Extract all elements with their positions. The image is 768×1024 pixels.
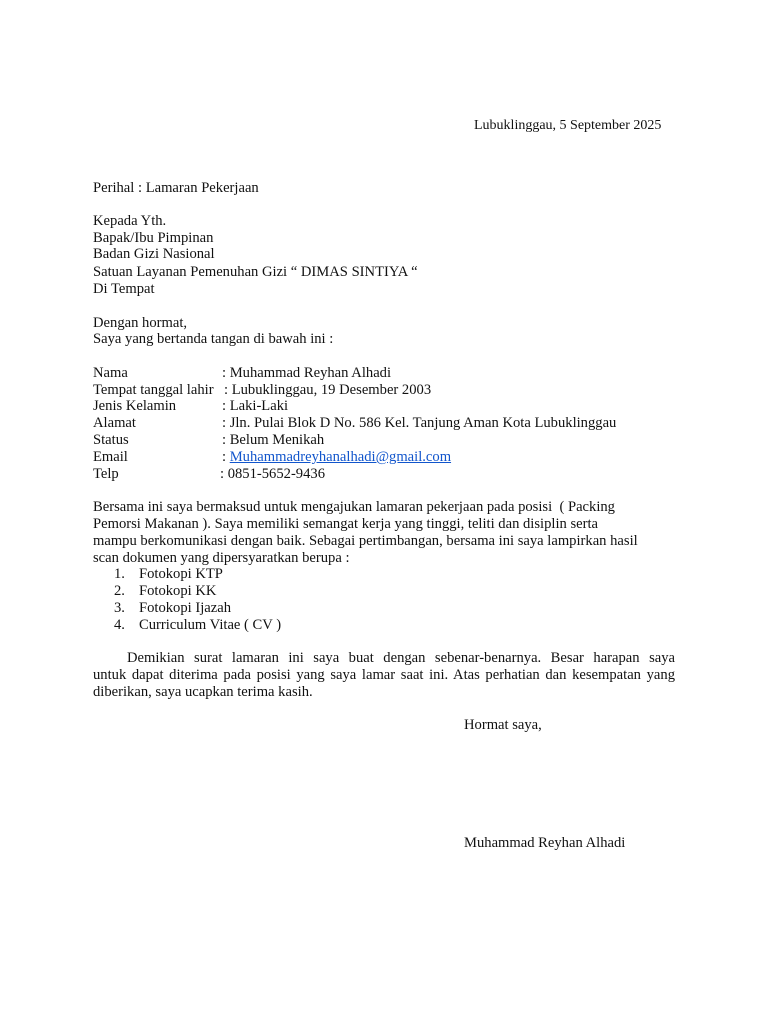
- signature-name: Muhammad Reyhan Alhadi: [464, 835, 626, 851]
- email-link[interactable]: Muhammadreyhanalhadi@gmail.com: [229, 449, 452, 465]
- detail-label-address: Alamat: [93, 415, 136, 431]
- detail-value-phone: : 0851-5652-9436: [220, 466, 325, 482]
- closing-line: diberikan, saya ucapkan terima kasih.: [93, 684, 313, 700]
- detail-label-email: Email: [93, 449, 128, 465]
- list-text: Fotokopi KTP: [139, 566, 223, 582]
- greeting: Dengan hormat,: [93, 315, 188, 331]
- closing-line: Demikian surat lamaran ini saya buat dengan sebenar-benarnya. Besar harapan saya: [127, 650, 675, 666]
- list-number: 2.: [114, 583, 125, 599]
- detail-value-birth: : Lubuklinggau, 19 Desember 2003: [224, 382, 432, 398]
- recipient-line: Satuan Layanan Pemenuhan Gizi “ DIMAS SINTIYA “: [93, 264, 418, 280]
- recipient-line: Badan Gizi Nasional: [93, 246, 215, 262]
- list-text: Fotokopi Ijazah: [139, 600, 232, 616]
- recipient-line: Kepada Yth.: [93, 213, 167, 229]
- email-colon: :: [222, 449, 230, 465]
- closing-line: untuk dapat diterima pada posisi yang saya lamar saat ini. Atas perhatian dan kesempatan yang: [93, 667, 675, 683]
- body-line: scan dokumen yang dipersyaratkan berupa :: [93, 550, 350, 566]
- body-line: mampu berkomunikasi dengan baik. Sebagai pertimbangan, bersama ini saya lampirkan hasil: [93, 533, 638, 549]
- recipient-line: Bapak/Ibu Pimpinan: [93, 230, 214, 246]
- body-line: Bersama ini saya bermaksud untuk mengajukan lamaran pekerjaan pada posisi ( Packing: [93, 499, 615, 515]
- detail-value-status: : Belum Menikah: [222, 432, 325, 448]
- detail-value-address: : Jln. Pulai Blok D No. 586 Kel. Tanjung Aman Kota Lubuklinggau: [222, 415, 617, 431]
- place-date: Lubuklinggau, 5 September 2025: [474, 118, 662, 133]
- sign-off: Hormat saya,: [464, 717, 542, 733]
- closing-paragraph: [93, 650, 675, 701]
- detail-label-gender: Jenis Kelamin: [93, 398, 177, 414]
- detail-label-status: Status: [93, 432, 129, 448]
- detail-value-email: [222, 449, 451, 466]
- list-number: 4.: [114, 617, 125, 633]
- list-text: Fotokopi KK: [139, 583, 217, 599]
- detail-label-birth: Tempat tanggal lahir: [93, 382, 214, 398]
- intro-line: Saya yang bertanda tangan di bawah ini :: [93, 331, 334, 347]
- list-text: Curriculum Vitae ( CV ): [139, 617, 282, 633]
- body-line: Pemorsi Makanan ). Saya memiliki semangat kerja yang tinggi, teliti dan disiplin serta: [93, 516, 598, 532]
- detail-value-gender: : Laki-Laki: [222, 398, 289, 414]
- detail-label-phone: Telp: [93, 466, 119, 482]
- recipient-line: Di Tempat: [93, 281, 155, 297]
- list-number: 3.: [114, 600, 125, 616]
- subject-line: Perihal : Lamaran Pekerjaan: [93, 180, 259, 196]
- detail-value-name: : Muhammad Reyhan Alhadi: [222, 365, 392, 381]
- detail-label-name: Nama: [93, 365, 128, 381]
- list-number: 1.: [114, 566, 125, 582]
